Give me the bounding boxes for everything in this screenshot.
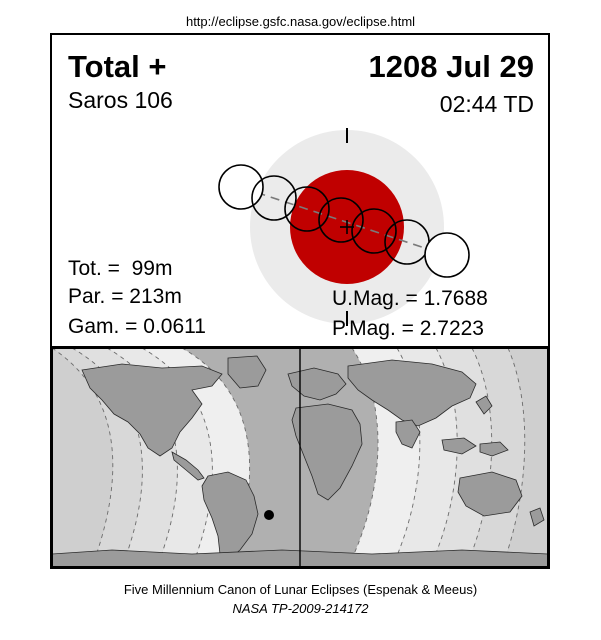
gamma-value: Gam. = 0.0611 (68, 315, 206, 338)
moon-position-p4 (425, 233, 469, 277)
greatest-eclipse-marker (264, 510, 274, 520)
penumbral-magnitude: P.Mag. = 2.7223 (332, 317, 484, 340)
footer-publication: NASA TP-2009-214172 (232, 601, 369, 616)
eclipse-date: 1208 Jul 29 (368, 49, 534, 84)
total-duration: Tot. = 99m (68, 257, 173, 280)
moon-position-u1 (252, 176, 296, 220)
umbral-magnitude: U.Mag. = 1.7688 (332, 287, 488, 310)
eclipse-diagram-panel (52, 35, 548, 347)
partial-duration: Par. = 213m (68, 285, 182, 308)
eclipse-card (50, 33, 550, 569)
world-visibility-map (52, 348, 548, 567)
saros-label: Saros 106 (68, 87, 173, 113)
footer-citation: Five Millennium Canon of Lunar Eclipses (Espenak & Meeus) (123, 582, 478, 597)
source-url: http://eclipse.gsfc.nasa.gov/eclipse.html (185, 14, 416, 29)
visibility-map-panel (52, 348, 548, 567)
eclipse-type-title: Total + (68, 49, 167, 84)
eclipse-time: 02:44 TD (439, 91, 534, 117)
